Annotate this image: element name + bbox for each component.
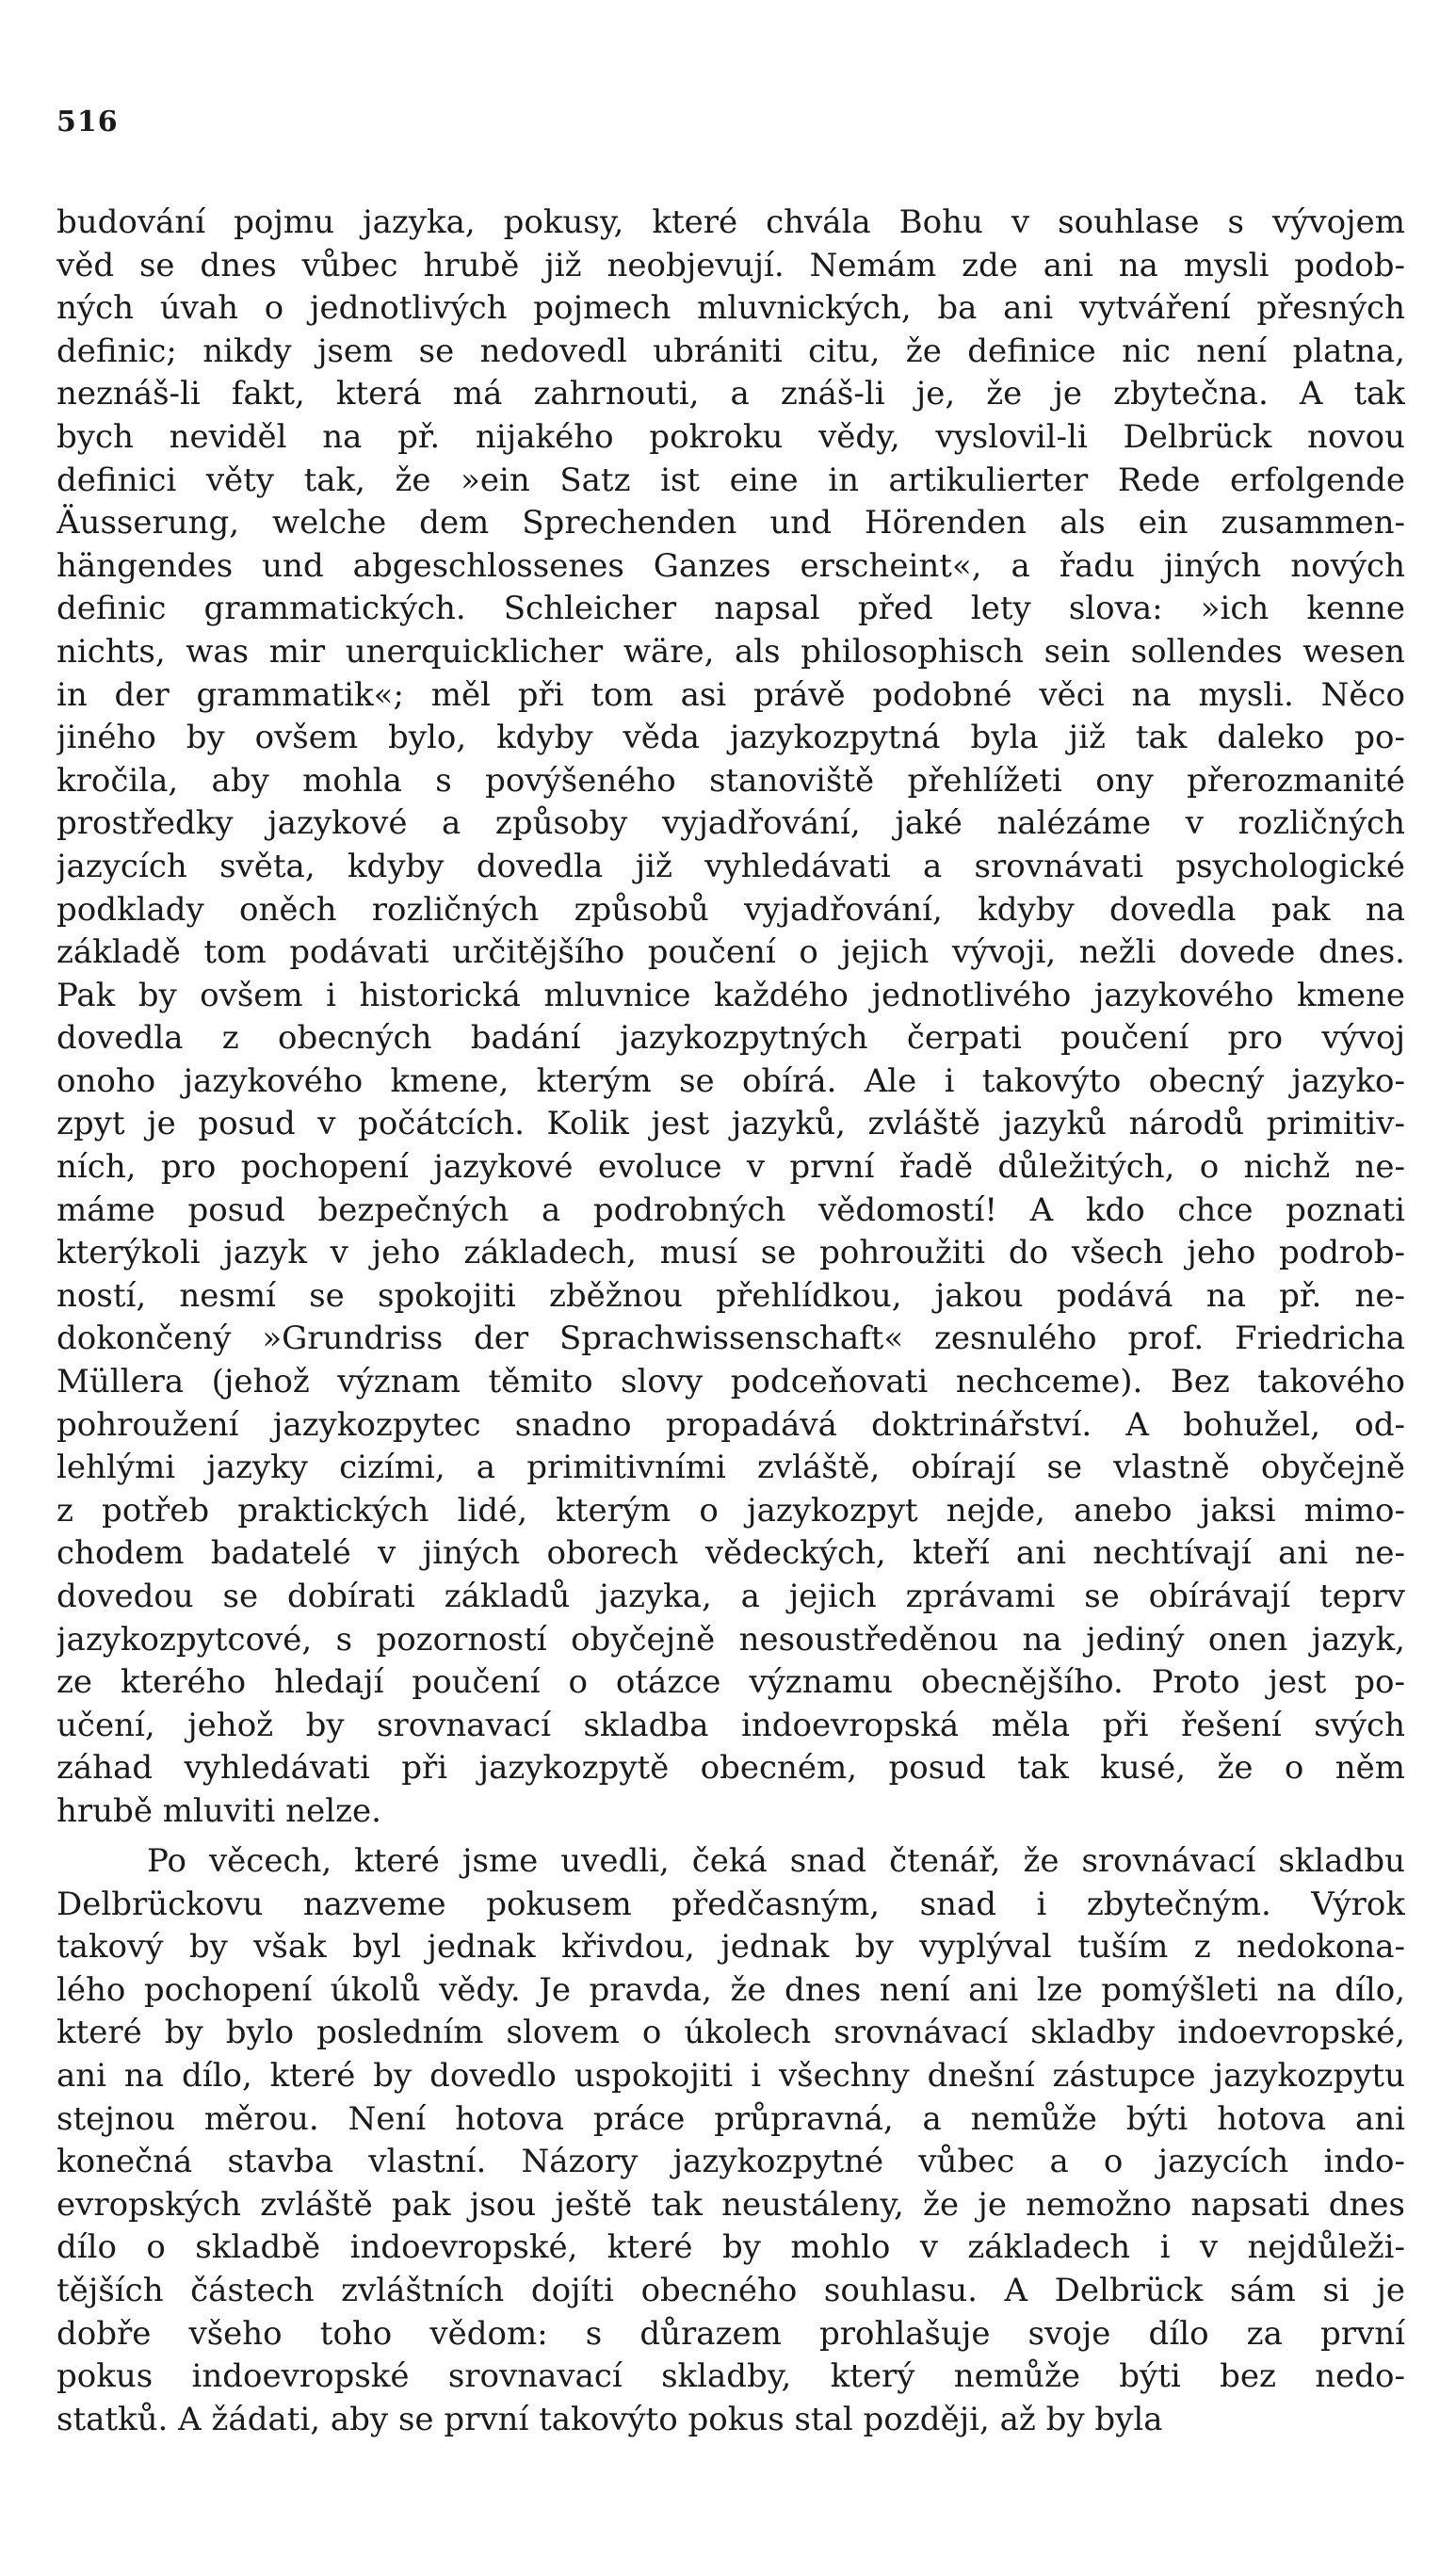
text-line: Pak by ovšem i historická mluvnice každého jednotlivého jazykového kmene [57,976,1405,1014]
page-number: 516 [57,105,119,138]
text-line: hängendes und abgeschlossenes Ganzes erscheint«, a řadu jiných nových [57,546,1405,585]
text-line: dovedou se dobírati základů jazyka, a jejich zprávami se obírávají teprv [57,1578,1405,1615]
text-line: takový by však byl jednak křivdou, jednak by vyplýval tuším z nedokona- [57,1928,1405,1967]
text-line: chodem badatelé v jiných oborech vědeckých, kteří ani nechtívají ani ne- [57,1534,1405,1573]
text-line: evropských zvláště pak jsou ještě tak neustáleny, že je nemožno napsati dnes [57,2185,1405,2224]
text-line: lehlými jazyky cizími, a primitivními zvláště, obírají se vlastně obyčejně [57,1449,1405,1487]
text-line: podklady oněch rozličných způsobů vyjadřování, kdyby dovedla pak na [57,890,1405,929]
paragraph-1 [57,202,1405,1834]
text-line: neznáš-li fakt, která má zahrnouti, a znáš-li je, že je zbytečna. A tak [57,375,1405,413]
text-line: konečná stavba vlastní. Názory jazykozpytné vůbec a o jazycích indo- [57,2143,1405,2181]
text-line: jazykozpytcové, s pozorností obyčejně nesoustředěnou na jediný onen jazyk, [57,1620,1405,1659]
text-line: statků. A žádati, aby se první takovýto pokus stal později, až by byla [57,2400,1163,2438]
text-line: základě tom podávati určitějšího poučení o jejich vývoji, nežli dovede dnes. [57,933,1405,972]
text-line: nichts, was mir unerquicklicher wäre, als philosophisch sein sollendes wesen [57,632,1405,671]
text-line: jiného by ovšem bylo, kdyby věda jazykozpytná byla již tak daleko po- [57,719,1405,757]
text-line: věd se dnes vůbec hrubě již neobjevují. Nemám zde ani na mysli podob- [57,246,1405,284]
text-line: máme posud bezpečných a podrobných vědomostí! A kdo chce poznati [57,1190,1405,1229]
text-line: lého pochopení úkolů vědy. Je pravda, že dnes není ani lze pomýšleti na dílo, [57,1970,1405,2009]
text-line: hrubě mluviti nelze. [57,1791,381,1830]
text-line: definici věty tak, že »ein Satz ist eine in artikulierter Rede erfolgende [57,461,1405,499]
text-line: Müllera (jehož význam těmito slovy podceňovati nechceme). Bez takového [57,1363,1405,1401]
text-line: pokus indoevropské srovnavací skladby, který nemůže býti bez nedo- [57,2357,1405,2396]
text-line: definic grammatických. Schleicher napsal před lety slova: »ich kenne [57,590,1405,628]
text-line: onoho jazykového kmene, kterým se obírá. Ale i takovýto obecný jazyko- [57,1061,1405,1100]
text-line: stejnou měrou. Není hotova práce průpravná, a nemůže býti hotova ani [57,2099,1405,2138]
text-line: které by bylo posledním slovem o úkolech srovnávací skladby indoevropské, [57,2014,1405,2052]
text-line: záhad vyhledávati při jazykozpytě obecném, posud tak kusé, že o něm [57,1749,1405,1788]
text-line: budování pojmu jazyka, pokusy, které chvála Bohu v souhlase s vývojem [57,203,1405,241]
text-line: zpyt je posud v počátcích. Kolik jest jazyků, zvláště jazyků národů primitiv- [57,1105,1405,1143]
text-line: dokončený »Grundriss der Sprachwissenschaft« zesnulého prof. Friedricha [57,1319,1405,1358]
text-line: jazycích světa, kdyby dovedla již vyhledávati a srovnávati psychologické [57,847,1405,885]
text-line: učení, jehož by srovnavací skladba indoevropská měla při řešení svých [57,1706,1405,1744]
text-line: in der grammatik«; měl při tom asi právě podobné věci na mysli. Něco [57,675,1405,714]
text-line: tějších částech zvláštních dojíti obecného souhlasu. A Delbrück sám si je [57,2271,1405,2309]
text-line: dílo o skladbě indoevropské, které by mohlo v základech i v nejdůleži- [57,2228,1405,2267]
text-line: z potřeb praktických lidé, kterým o jazykozpyt nejde, anebo jaksi mimo- [57,1491,1405,1530]
text-line: kročila, aby mohla s povýšeného stanoviště přehlížeti ony přerozmanité [57,761,1405,800]
text-line: ani na dílo, které by dovedlo uspokojiti i všechny dnešní zástupce jazykozpytu [57,2056,1405,2095]
paragraph-2 [57,1840,1405,2441]
text-line: ních, pro pochopení jazykové evoluce v první řadě důležitých, o nichž ne- [57,1148,1405,1187]
text-line: prostředky jazykové a způsoby vyjadřování, jaké nalézáme v rozličných [57,804,1405,843]
text-line: kterýkoli jazyk v jeho základech, musí se pohroužiti do všech jeho podrob- [57,1234,1405,1272]
text-line: bych neviděl na př. nijakého pokroku vědy, vyslovil-li Delbrück novou [57,417,1405,456]
text-line: ze kterého hledají poučení o otázce významu obecnějšího. Proto jest po- [57,1663,1405,1702]
text-line: dovedla z obecných badání jazykozpytných čerpati poučení pro vývoj [57,1019,1405,1058]
text-line: Po věcech, které jsme uvedli, čeká snad čtenář, že srovnávací skladbu [147,1842,1405,1880]
text-line: Äusserung, welche dem Sprechenden und Hörenden als ein zusammen- [57,504,1405,542]
text-line: pohroužení jazykozpytec snadno propadává doktrinářství. A bohužel, od- [57,1405,1405,1444]
text-line: Delbrückovu nazveme pokusem předčasným, snad i zbytečným. Výrok [57,1885,1405,1923]
text-line: dobře všeho toho vědom: s důrazem prohlašuje svoje dílo za první [57,2314,1405,2353]
text-line: ností, nesmí se spokojiti zběžnou přehlídkou, jakou podává na př. ne- [57,1276,1405,1315]
text-line: ných úvah o jednotlivých pojmech mluvnických, ba ani vytváření přesných [57,289,1405,328]
text-line: definic; nikdy jsem se nedovedl ubrániti citu, že definice nic není platna, [57,332,1405,370]
